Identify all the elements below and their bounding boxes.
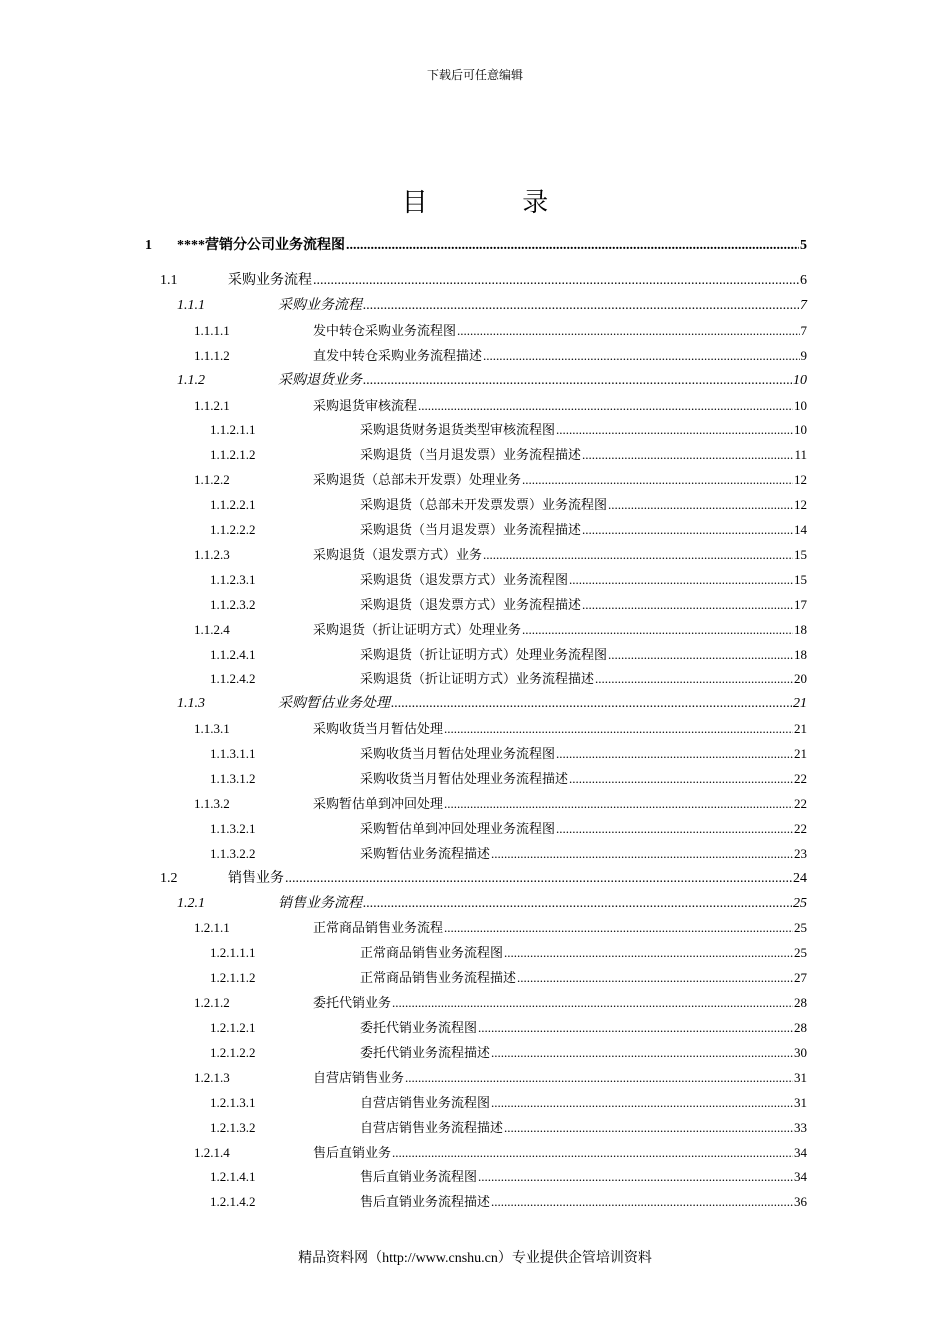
toc-entry-title: 采购暂估业务流程描述 xyxy=(360,845,491,861)
toc-entry[interactable] xyxy=(0,566,807,590)
toc-entry-page: 12 xyxy=(794,472,807,488)
toc-entry-number: 1.1.2.3.2 xyxy=(210,596,256,612)
toc-entry-page: 20 xyxy=(794,671,807,687)
toc-entry-title: 采购退货（当月退发票）业务流程描述 xyxy=(360,447,582,463)
toc-entry-title: 采购退货（总部未开发票发票）业务流程图 xyxy=(360,497,608,513)
toc-leader-dots xyxy=(491,1194,793,1210)
toc-entry-page: 15 xyxy=(794,546,807,562)
toc-entry-title: 售后直销业务 xyxy=(313,1144,392,1160)
toc-entry[interactable] xyxy=(0,1089,807,1113)
toc-entry[interactable] xyxy=(0,641,807,665)
toc-entry-number: 1.2.1.3 xyxy=(194,1069,230,1085)
toc-entry-number: 1.2.1.1.1 xyxy=(210,945,256,961)
toc-leader-dots xyxy=(363,896,792,912)
toc-entry-number: 1.1.3.1 xyxy=(194,721,230,737)
toc-leader-dots xyxy=(569,572,793,588)
toc-entry[interactable] xyxy=(0,890,807,914)
toc-entry-page: 6 xyxy=(800,273,807,288)
toc-entry[interactable] xyxy=(0,1163,807,1187)
toc-entry-number: 1.2.1 xyxy=(177,895,205,911)
toc-entry-page: 10 xyxy=(794,422,807,438)
toc-leader-dots xyxy=(392,995,793,1011)
toc-entry-number: 1.1.3.2.2 xyxy=(210,845,256,861)
toc-entry-number: 1.1.3.1.2 xyxy=(210,771,256,786)
toc-entry[interactable] xyxy=(0,665,807,689)
toc-entry[interactable] xyxy=(0,1139,807,1163)
toc-entry-title: 采购收货当月暂估处理业务流程图 xyxy=(360,746,556,762)
toc-entry[interactable] xyxy=(0,840,807,864)
toc-entry-number: 1.1.3.2.1 xyxy=(210,820,256,836)
toc-entry[interactable] xyxy=(0,392,807,416)
page-footer: 精品资料网（http://www.cnshu.cn）专业提供企管培训资料 xyxy=(298,1251,652,1266)
toc-entry-page: 12 xyxy=(794,497,807,513)
toc-entry-page: 33 xyxy=(794,1119,807,1135)
toc-entry[interactable] xyxy=(0,516,807,540)
toc-entry[interactable] xyxy=(0,1188,807,1212)
toc-entry-title: 自营店销售业务流程图 xyxy=(360,1094,491,1110)
toc-entry-title: 采购业务流程 xyxy=(278,297,362,313)
toc-entry-page: 25 xyxy=(794,920,807,936)
toc-entry[interactable] xyxy=(0,1014,807,1038)
toc-entry[interactable] xyxy=(0,466,807,490)
toc-entry-title: 采购退货（当月退发票）业务流程描述 xyxy=(360,522,582,537)
toc-entry-number: 1.1.2 xyxy=(177,372,205,388)
toc-entry-number: 1.2.1.1.2 xyxy=(210,970,256,986)
toc-entry-title: 采购业务流程 xyxy=(228,273,312,288)
toc-entry-page: 25 xyxy=(793,895,807,911)
toc-leader-dots xyxy=(595,671,793,687)
toc-entry-number: 1.1.2.1.1 xyxy=(210,422,256,438)
toc-entry-title: 售后直销业务流程图 xyxy=(360,1169,478,1185)
toc-entry-title: 采购暂估单到冲回处理 xyxy=(313,795,444,811)
toc-entry-title: 委托代销业务 xyxy=(313,995,392,1011)
toc-leader-dots xyxy=(504,1120,793,1136)
toc-leader-dots xyxy=(491,1045,793,1061)
toc-entry-number: 1.1.2.1.2 xyxy=(210,447,256,463)
toc-entry-number: 1.1.1 xyxy=(177,297,205,313)
toc-entry-page: 31 xyxy=(794,1094,807,1110)
toc-entry[interactable] xyxy=(0,1064,807,1088)
toc-entry-page: 21 xyxy=(794,721,807,737)
toc-leader-dots xyxy=(444,721,793,737)
toc-leader-dots xyxy=(444,920,793,936)
toc-entry-number: 1.1.2.3 xyxy=(194,546,230,562)
toc-entry-title: 采购退货（退发票方式）业务流程描述 xyxy=(360,596,582,612)
toc-entry-title: 正常商品销售业务流程描述 xyxy=(360,970,517,986)
toc-entry-number: 1.1.2.4.1 xyxy=(210,646,256,662)
toc-leader-dots xyxy=(491,846,793,862)
toc-entry-number: 1.1.3 xyxy=(177,696,205,712)
toc-entry-title: 采购退货（折让证明方式）处理业务流程图 xyxy=(360,646,608,662)
toc-entry-title: 采购退货（退发票方式）业务 xyxy=(313,546,483,562)
toc-entry[interactable] xyxy=(0,616,807,640)
toc-entry-title: 采购退货（折让证明方式）业务流程描述 xyxy=(360,671,595,687)
toc-entry[interactable] xyxy=(0,1114,807,1138)
toc-entry-title: 直发中转仓采购业务流程描述 xyxy=(313,347,483,363)
toc-leader-dots xyxy=(405,1070,793,1086)
toc-entry-page: 28 xyxy=(794,1020,807,1035)
toc-leader-dots xyxy=(363,373,792,389)
toc-entry-number: 1.1.2.4.2 xyxy=(210,671,256,687)
toc-entry-number: 1.2 xyxy=(160,870,178,886)
toc-leader-dots xyxy=(418,398,793,414)
toc-entry-page: 25 xyxy=(794,945,807,961)
toc-entry[interactable] xyxy=(0,1039,807,1063)
toc-entry-number: 1.2.1.3.1 xyxy=(210,1094,256,1110)
toc-entry[interactable] xyxy=(0,815,807,839)
toc-leader-dots xyxy=(582,597,793,613)
toc-entry-page: 7 xyxy=(800,297,807,313)
toc-entry-page: 14 xyxy=(794,522,807,537)
toc-leader-dots xyxy=(313,273,799,289)
toc-leader-dots xyxy=(582,522,793,538)
toc-entry-title: 委托代销业务流程图 xyxy=(360,1020,478,1035)
toc-leader-dots xyxy=(608,497,793,513)
toc-entry-title: 销售业务流程 xyxy=(278,895,362,911)
toc-entry-title: 采购退货审核流程 xyxy=(313,397,418,413)
toc-entry-title: 采购退货（退发票方式）业务流程图 xyxy=(360,571,569,587)
toc-entry-number: 1.1.2.2.1 xyxy=(210,497,256,513)
toc-leader-dots xyxy=(504,945,793,961)
toc-entry-number: 1.1.2.2.2 xyxy=(210,522,256,537)
toc-entry-number: 1.2.1.4.1 xyxy=(210,1169,256,1185)
toc-entry-title: 采购退货（折让证明方式）处理业务 xyxy=(313,621,522,637)
toc-leader-dots xyxy=(522,472,793,488)
toc-leader-dots xyxy=(582,447,793,463)
toc-entry-page: 10 xyxy=(793,372,807,388)
toc-entry-number: 1.2.1.1 xyxy=(194,920,230,936)
page-title: 目 录 xyxy=(401,188,593,217)
toc-entry[interactable] xyxy=(0,690,807,714)
toc-entry-number: 1.2.1.2.2 xyxy=(210,1044,256,1060)
toc-entry-number: 1.1.3.1.1 xyxy=(210,746,256,762)
toc-entry-number: 1.2.1.2.1 xyxy=(210,1020,256,1035)
toc-entry-number: 1.1.2.2 xyxy=(194,472,230,488)
toc-entry-page: 7 xyxy=(800,322,807,338)
toc-entry-title: 正常商品销售业务流程图 xyxy=(360,945,504,961)
toc-leader-dots xyxy=(608,647,793,663)
toc-entry-title: 发中转仓采购业务流程图 xyxy=(313,322,457,338)
toc-entry-number: 1.1.2.3.1 xyxy=(210,571,256,587)
toc-entry-number: 1.1.1.2 xyxy=(194,347,230,363)
toc-entry-number: 1 xyxy=(145,238,152,253)
toc-leader-dots xyxy=(556,422,793,438)
toc-leader-dots xyxy=(491,1095,793,1111)
toc-entry-page: 21 xyxy=(793,696,807,712)
toc-entry-page: 36 xyxy=(794,1194,807,1210)
toc-entry-number: 1.1.2.1 xyxy=(194,397,230,413)
toc-leader-dots xyxy=(517,970,793,986)
toc-entry-page: 27 xyxy=(794,970,807,986)
toc-leader-dots xyxy=(478,1169,793,1185)
toc-entry-title: 销售业务 xyxy=(228,870,284,886)
toc-entry[interactable] xyxy=(0,342,807,366)
toc-entry-title: 采购暂估业务处理 xyxy=(278,696,390,712)
toc-entry-page: 9 xyxy=(800,347,807,363)
toc-entry-number: 1.2.1.2 xyxy=(194,995,230,1011)
toc-entry[interactable] xyxy=(0,790,807,814)
toc-entry-title: 采购暂估单到冲回处理业务流程图 xyxy=(360,820,556,836)
toc-entry-title: 自营店销售业务 xyxy=(313,1069,405,1085)
toc-entry-title: 正常商品销售业务流程 xyxy=(313,920,444,936)
toc-entry-title: 采购收货当月暂估处理业务流程描述 xyxy=(360,771,569,786)
toc-leader-dots xyxy=(569,771,793,787)
toc-entry-title: 采购收货当月暂估处理 xyxy=(313,721,444,737)
toc-entry-number: 1.1 xyxy=(160,273,178,288)
toc-entry[interactable] xyxy=(0,865,807,889)
toc-entry[interactable] xyxy=(0,715,807,739)
toc-entry-number: 1.1.2.4 xyxy=(194,621,230,637)
toc-entry-title: ****营销分公司业务流程图 xyxy=(177,238,345,253)
toc-entry[interactable] xyxy=(0,491,807,515)
toc-entry-page: 30 xyxy=(794,1044,807,1060)
toc-entry-title: 售后直销业务流程描述 xyxy=(360,1194,491,1210)
toc-entry-page: 34 xyxy=(794,1169,807,1185)
toc-entry-page: 22 xyxy=(794,820,807,836)
toc-entry-page: 24 xyxy=(793,870,807,886)
toc-entry-page: 21 xyxy=(794,746,807,762)
toc-entry-number: 1.1.3.2 xyxy=(194,795,230,811)
toc-entry-page: 34 xyxy=(794,1144,807,1160)
toc-entry[interactable] xyxy=(0,317,807,341)
toc-leader-dots xyxy=(483,547,793,563)
toc-entry-page: 22 xyxy=(794,795,807,811)
toc-entry-page: 10 xyxy=(794,397,807,413)
toc-entry[interactable] xyxy=(0,939,807,963)
toc-entry-number: 1.1.1.1 xyxy=(194,322,230,338)
toc-entry-page: 17 xyxy=(794,596,807,612)
toc-leader-dots xyxy=(457,323,799,339)
toc-leader-dots xyxy=(363,298,799,314)
toc-entry-title: 自营店销售业务流程描述 xyxy=(360,1119,504,1135)
toc-entry-title: 采购退货财务退货类型审核流程图 xyxy=(360,422,556,438)
toc-entry[interactable] xyxy=(0,964,807,988)
toc-entry-number: 1.2.1.4.2 xyxy=(210,1194,256,1210)
toc-entry[interactable] xyxy=(0,740,807,764)
toc-leader-dots xyxy=(391,696,792,712)
toc-entry-page: 5 xyxy=(800,238,807,253)
toc-entry-page: 18 xyxy=(794,646,807,662)
toc-entry-page: 23 xyxy=(794,845,807,861)
toc-leader-dots xyxy=(346,238,799,254)
toc-leader-dots xyxy=(444,796,793,812)
toc-leader-dots xyxy=(483,348,799,364)
toc-leader-dots xyxy=(478,1020,793,1036)
toc-entry-page: 18 xyxy=(794,621,807,637)
toc-entry[interactable] xyxy=(0,441,807,465)
toc-leader-dots xyxy=(392,1145,793,1161)
toc-entry[interactable] xyxy=(0,232,807,256)
toc-leader-dots xyxy=(285,871,792,887)
toc-entry-title: 委托代销业务流程描述 xyxy=(360,1044,491,1060)
toc-entry[interactable] xyxy=(0,292,807,316)
toc-entry-page: 31 xyxy=(794,1069,807,1085)
toc-entry[interactable] xyxy=(0,267,807,291)
page-header: 下载后可任意编辑 xyxy=(426,68,523,82)
toc-entry[interactable] xyxy=(0,591,807,615)
toc-entry[interactable] xyxy=(0,541,807,565)
toc-leader-dots xyxy=(522,622,793,638)
toc-leader-dots xyxy=(556,746,793,762)
toc-entry-page: 28 xyxy=(794,995,807,1011)
toc-entry-page: 15 xyxy=(794,571,807,587)
toc-entry-number: 1.2.1.4 xyxy=(194,1144,230,1160)
toc-entry[interactable] xyxy=(0,367,807,391)
toc-entry[interactable] xyxy=(0,416,807,440)
toc-entry-page: 22 xyxy=(794,771,807,786)
toc-entry-number: 1.2.1.3.2 xyxy=(210,1119,256,1135)
toc-entry-title: 采购退货（总部未开发票）处理业务 xyxy=(313,472,522,488)
toc-entry[interactable] xyxy=(0,914,807,938)
toc-entry-page: 11 xyxy=(794,447,807,463)
toc-entry-title: 采购退货业务 xyxy=(278,372,362,388)
toc-entry[interactable] xyxy=(0,989,807,1013)
toc-entry[interactable] xyxy=(0,765,807,789)
toc-leader-dots xyxy=(556,821,793,837)
